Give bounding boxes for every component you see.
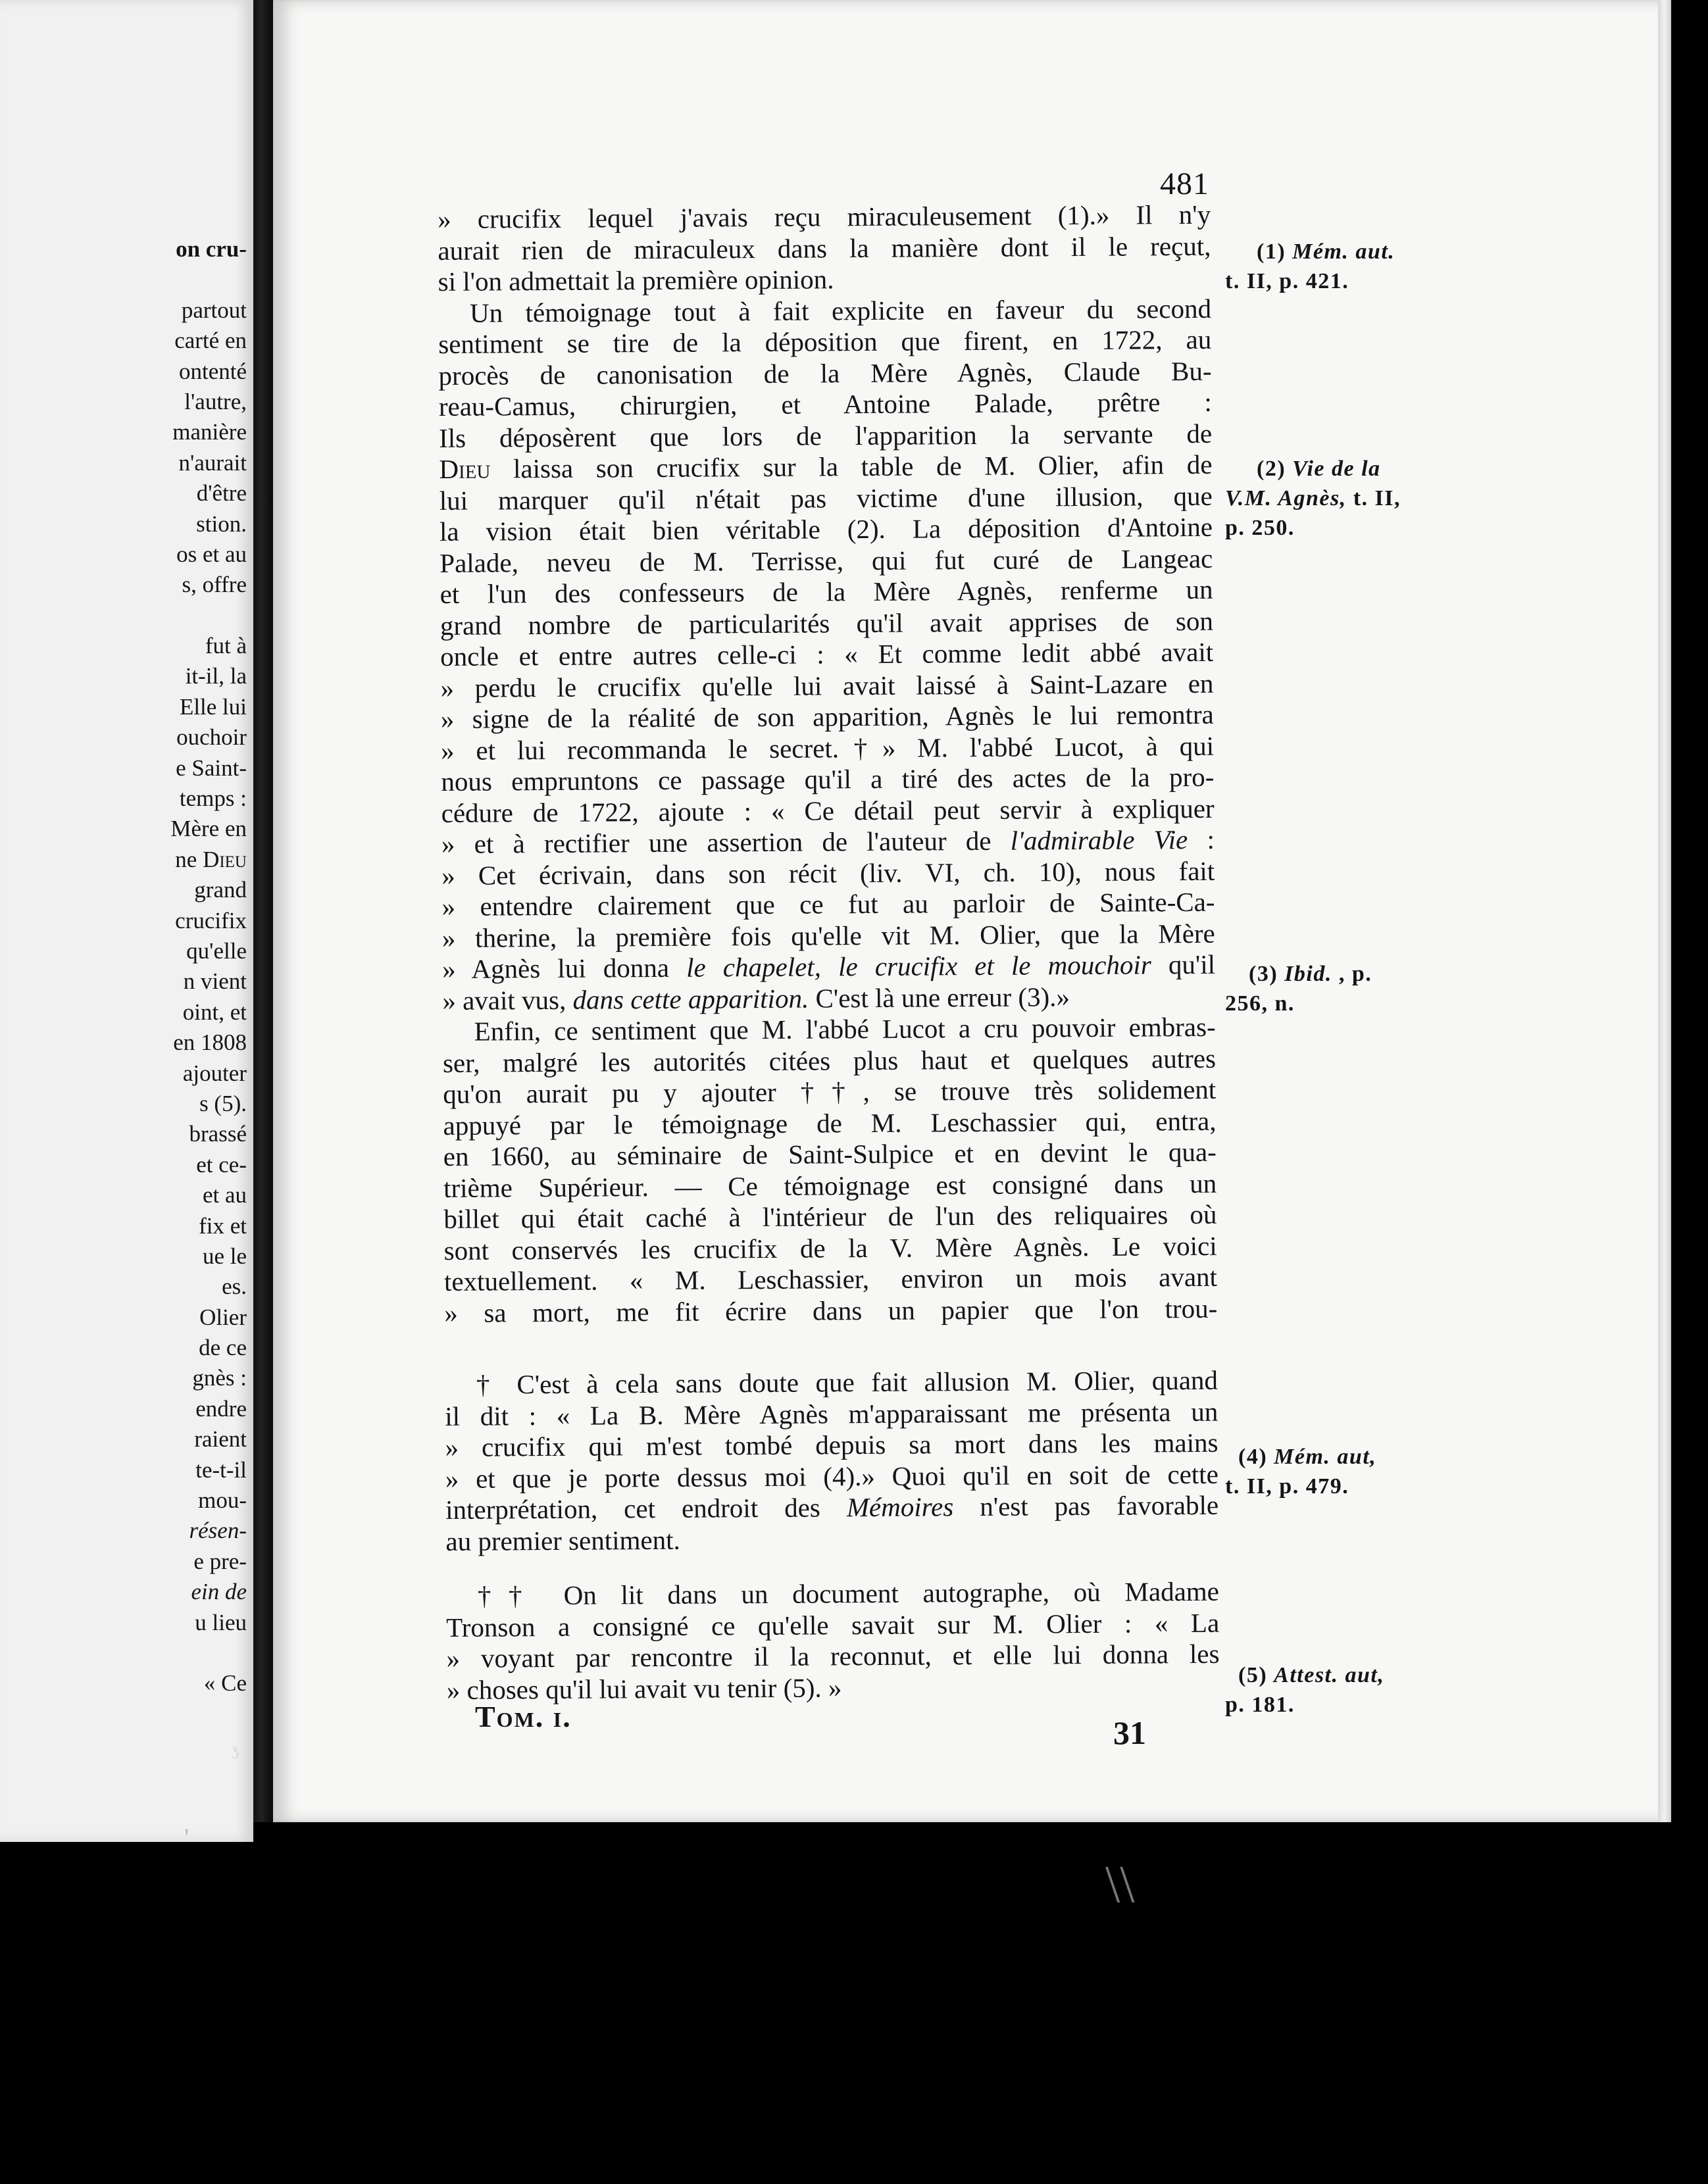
previous-page-line: endre: [195, 1395, 247, 1422]
italic-phrase: le chapelet, le crucifix et le mouchoir: [686, 949, 1151, 983]
previous-page-line: [0, 601, 247, 631]
paragraph-3: [443, 1012, 1218, 1329]
previous-page-line: es.: [222, 1274, 247, 1300]
previous-page-line: ontenté: [178, 358, 247, 384]
text-line: sont conservés les crucifix de la V. Mère Agnès. Le voici: [443, 1230, 1217, 1266]
text-line: » choses qu'il lui avait vu tenir (5). »: [446, 1672, 842, 1705]
text-line: la vision était bien véritable (2). La déposition d'Antoine: [439, 511, 1213, 547]
previous-page-line: Elle lui: [179, 693, 247, 720]
previous-page-line: ouchoir: [176, 724, 247, 751]
previous-page-line: l'autre,: [184, 388, 247, 414]
small-caps-word: Dieu: [439, 453, 491, 484]
previous-page-line: mou-: [198, 1487, 247, 1514]
text-line: » et lui recommanda le secret.†» M. l'abbé Lucot, à qui: [440, 730, 1215, 766]
previous-page-line: ein de: [191, 1579, 247, 1605]
spacer: [444, 1324, 1217, 1370]
stray-mark: ': [184, 1823, 189, 1852]
previous-page-line: ajouter: [182, 1060, 247, 1086]
text-line: » entendre clairement que ce fut au parloir de Sainte-Ca-: [441, 886, 1215, 922]
previous-page-line: n vient: [183, 968, 247, 995]
margin-note-3: (3) Ibid. , p. 256, n.: [1225, 962, 1372, 1016]
text-line: Tronson a consigné ce qu'elle savait sur M. Olier : « La: [446, 1607, 1220, 1643]
gutter-mark: ʖ: [232, 1743, 239, 1762]
previous-page-line: « Ce: [203, 1670, 247, 1697]
previous-page-line: [0, 1638, 247, 1668]
text-line: si l'on admettait la première opinion.: [438, 264, 834, 297]
paragraph-1: [438, 199, 1211, 298]
text-line: et l'un des confesseurs de la Mère Agnès, renferme un: [440, 574, 1213, 609]
text-line: sentiment se tire de la déposition que firent, en 1722, au: [438, 324, 1212, 359]
text-line: aurait rien de miraculeux dans la manière dont il le reçut,: [438, 230, 1211, 266]
previous-page-line: stion.: [196, 510, 247, 537]
previous-page-line: et ce-: [196, 1151, 247, 1178]
previous-page-line: qu'elle: [186, 937, 247, 964]
text-line: interprétation, cet endroit des Mémoires n'est pas favorable: [445, 1489, 1219, 1525]
previous-page-line: fix et: [199, 1212, 247, 1239]
previous-page-line: gnès :: [192, 1365, 247, 1391]
margin-note-2: (2) Vie de la V.M. Agnès, t. II, p. 250.: [1225, 457, 1401, 540]
previous-page-line: s, offre: [182, 572, 247, 598]
previous-page-line: partout: [181, 297, 247, 323]
text-line: » avait vus, dans cette apparition. C'est là une erreur (3).»: [442, 981, 1070, 1016]
margin-note-5: (5) Attest. aut, p. 181.: [1225, 1663, 1385, 1717]
previous-page-line: n'aurait: [178, 449, 247, 476]
previous-page-line: résen-: [189, 1518, 247, 1544]
previous-page-line: u lieu: [195, 1609, 247, 1635]
previous-page: [0, 0, 253, 1842]
previous-page-line: e Saint-: [176, 755, 247, 781]
previous-page-line: os et au: [176, 541, 247, 567]
text-line: Enfin, ce sentiment que M. l'abbé Lucot a cru pouvoir embras-: [474, 1011, 1216, 1047]
stray-marks: \ \: [1105, 1856, 1128, 1914]
text-line: Un témoignage tout à fait explicite en faveur du second: [469, 293, 1212, 328]
footnote-dagger: [445, 1365, 1219, 1557]
margin-note-4: (4) Mém. aut, t. II, p. 479.: [1225, 1445, 1377, 1499]
page-edge: [1658, 0, 1671, 1822]
previous-page-line: it-il, la: [185, 663, 247, 689]
previous-page-line: ne Dieu: [175, 846, 247, 872]
previous-page-line: manière: [172, 419, 247, 445]
previous-page-line: fut à: [205, 633, 247, 659]
text-line: cédure de 1722, ajoute : « Ce détail peut servir à expliquer: [441, 793, 1215, 828]
previous-page-line: temps :: [179, 785, 247, 812]
previous-page-line: grand: [194, 877, 247, 903]
previous-page-line: [0, 264, 247, 295]
previous-page-line: oint, et: [182, 999, 247, 1025]
text-line: » et que je porte dessus moi (4).» Quoi qu'il en soit de cette: [445, 1458, 1218, 1494]
previous-page-line: s (5).: [199, 1090, 247, 1116]
text-line: trième Supérieur. — Ce témoignage est consigné dans un: [443, 1168, 1217, 1203]
italic-title: l'admirable Vie: [1010, 824, 1188, 856]
text-line: » voyant par rencontre il la reconnut, et elle lui donna les: [446, 1638, 1220, 1674]
previous-page-line: de ce: [199, 1335, 247, 1361]
text-line: Dieu laissa son crucifix sur la table de M. Olier, afin de: [439, 449, 1213, 484]
previous-page-line: brassé: [189, 1121, 247, 1147]
previous-page-line: en 1808: [173, 1030, 247, 1056]
previous-page-text: [0, 234, 247, 1699]
main-text-block: [438, 199, 1220, 1706]
margin-note-1: (1) Mém. aut. t. II, p. 421.: [1225, 239, 1395, 293]
text-line: oncle et entre autres celle-ci : « Et comme ledit abbé avait: [440, 636, 1214, 672]
previous-page-line: carté en: [174, 328, 247, 354]
text-line: textuellement. « M. Leschassier, environ un mois avant: [443, 1261, 1218, 1297]
text-line: » crucifix qui m'est tombé depuis sa mort dans les mains: [445, 1427, 1218, 1462]
text-line: procès de canonisation de la Mère Agnès, Claude Bu-: [438, 355, 1212, 391]
page-number: 481: [1160, 166, 1209, 201]
text-line: grand nombre de particularités qu'il avait apprises de son: [440, 605, 1214, 641]
previous-page-line: Olier: [199, 1304, 247, 1330]
footnote-double-dagger: [446, 1576, 1220, 1706]
text-line: » et à rectifier une assertion de l'auteur de l'admirable Vie :: [441, 824, 1215, 859]
text-line: billet qui était caché à l'intérieur de l'un des reliquaires où: [443, 1199, 1217, 1234]
text-line: » Cet écrivain, dans son récit (liv. VI, ch. 10), nous fait: [441, 855, 1215, 891]
text-line: en 1660, au séminaire de Saint-Sulpice et en devint le qua-: [443, 1136, 1217, 1172]
text-line: †† On lit dans un document autographe, où Madame: [477, 1576, 1220, 1611]
text-line: Palade, neveu de M. Terrisse, qui fut curé de Langeac: [440, 543, 1213, 578]
text-line: nous empruntons ce passage qu'il a tiré des actes de la pro-: [441, 761, 1215, 797]
text-line: ser, malgré les autorités citées plus haut et quelques autres: [442, 1043, 1217, 1078]
text-line: reau-Camus, chirurgien, et Antoine Palade, prêtre :: [438, 386, 1212, 422]
previous-page-line: raient: [194, 1426, 247, 1452]
italic-title: Mémoires: [846, 1491, 954, 1523]
text-line: » sa mort, me fit écrire dans un papier que l'on trou-: [444, 1293, 1218, 1328]
text-line: » signe de la réalité de son apparition, Agnès le lui remontra: [440, 699, 1214, 734]
italic-phrase: dans cette apparition.: [572, 983, 809, 1015]
paragraph-2: [438, 293, 1216, 1016]
previous-page-line: te-t-il: [195, 1456, 247, 1483]
previous-page-line: e pre-: [193, 1548, 247, 1574]
previous-page-line: et au: [202, 1182, 247, 1208]
previous-page-line: crucifix: [175, 907, 247, 933]
previous-page-line: on cru-: [176, 236, 247, 262]
previous-page-line: d'être: [196, 480, 247, 507]
previous-page-line: ue le: [202, 1243, 247, 1269]
text-line: Ils déposèrent que lors de l'apparition la servante de: [439, 418, 1213, 453]
book-gutter: [253, 0, 273, 1822]
signature-number: 31: [1113, 1714, 1146, 1751]
text-line: appuyé par le témoignage de M. Leschassier qui, entra,: [443, 1105, 1217, 1141]
previous-page-line: Mère en: [170, 816, 247, 842]
text-line: † C'est à cela sans doute que fait allusion M. Olier, quand: [476, 1364, 1218, 1400]
text-line: » crucifix lequel j'avais reçu miraculeusement (1).» Il n'y: [438, 199, 1211, 234]
text-line: qu'on aurait pu y ajouter ††, se trouve très solidement: [443, 1074, 1217, 1109]
text-line: lui marquer qu'il n'était pas victime d'une illusion, que: [439, 480, 1213, 516]
text-line: il dit : « La B. Mère Agnès m'apparaissant me présenta un: [445, 1396, 1218, 1431]
text-line: » perdu le crucifix qu'elle lui avait laissé à Saint-Lazare en: [440, 668, 1214, 703]
signature-mark: Tom. i.: [475, 1700, 572, 1733]
text-line: » Agnès lui donna le chapelet, le crucifix et le mouchoir qu'il: [441, 949, 1216, 984]
text-line: au premier sentiment.: [445, 1524, 680, 1556]
text-line: » therine, la première fois qu'elle vit M. Olier, que la Mère: [441, 918, 1215, 953]
